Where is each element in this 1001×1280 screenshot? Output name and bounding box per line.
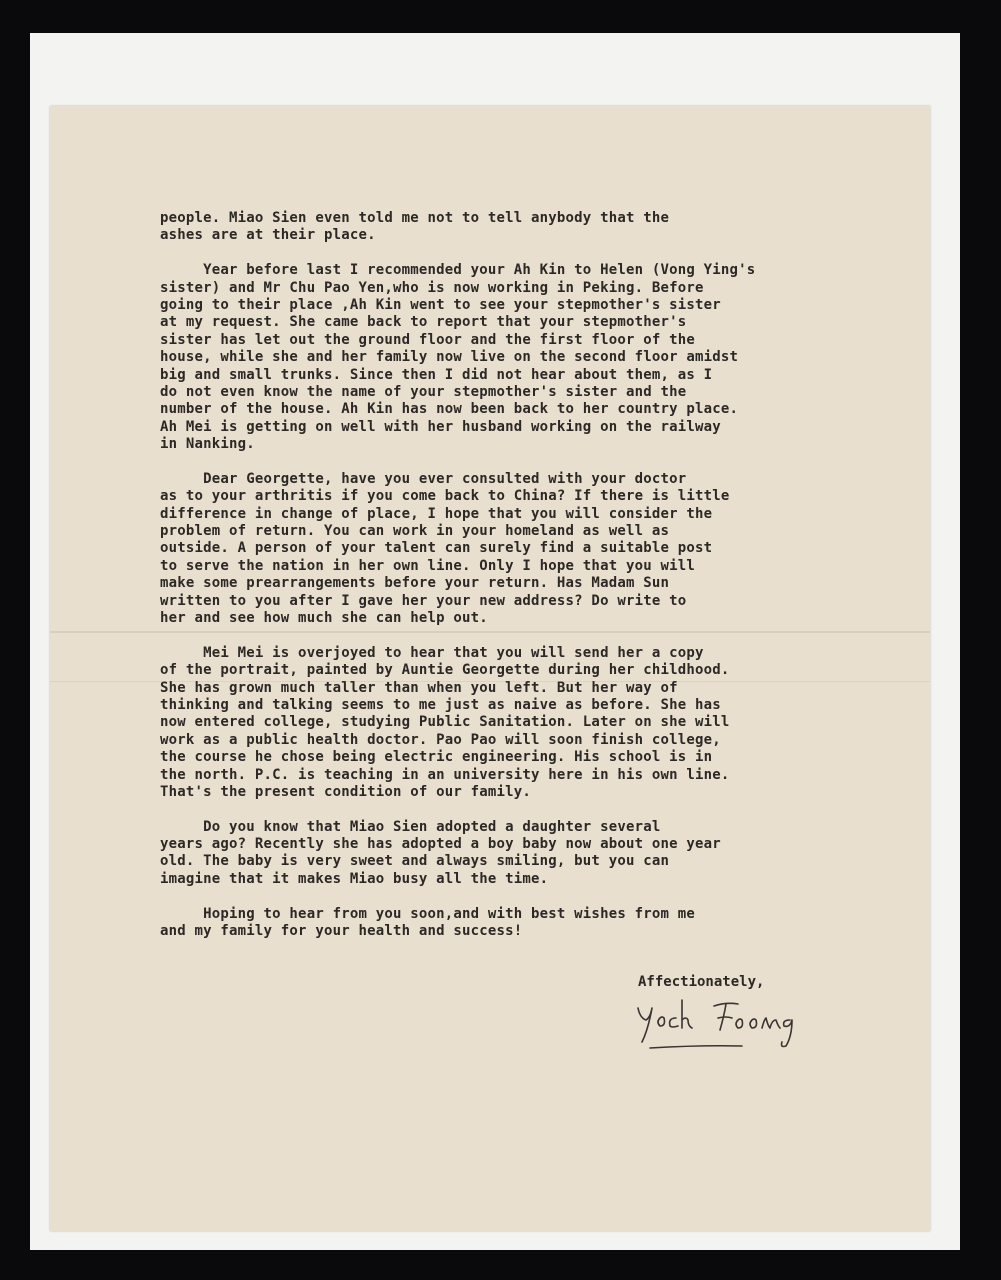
letter-line: problem of return. You can work in your homeland as well as (160, 523, 670, 540)
paragraph-gap (160, 627, 920, 644)
paragraph-gap (160, 245, 920, 262)
letter-line: number of the house. Ah Kin has now been back to her country place. (160, 401, 739, 418)
letter-line: That's the present condition of our family. (160, 783, 532, 800)
letter-line: her and see how much she can help out. (160, 609, 488, 626)
letter-line: Do you know that Miao Sien adopted a daughter several (160, 818, 661, 835)
letter-line: She has grown much taller than when you left. But her way of (160, 679, 678, 696)
letter-line: at my request. She came back to report that your stepmother's (160, 314, 687, 331)
letter-line: to serve the nation in her own line. Only I hope that you will (160, 557, 695, 574)
letter-line: the north. P.C. is teaching in an university here in his own line. (160, 766, 730, 783)
letter-line: difference in change of place, I hope that you will consider the (160, 505, 713, 522)
letter-line: going to their place ,Ah Kin went to see your stepmother's sister (160, 296, 721, 313)
closing: Affectionately, (638, 974, 765, 990)
letter-line: Mei Mei is overjoyed to hear that you will send her a copy (160, 644, 704, 661)
letter-line: house, while she and her family now live on the second floor amidst (160, 349, 739, 366)
letter-line: sister has let out the ground floor and the first floor of the (160, 331, 695, 348)
letter-line: sister) and Mr Chu Pao Yen,who is now working in Peking. Before (160, 279, 704, 296)
letter-line: work as a public health doctor. Pao Pao will soon finish college, (160, 731, 721, 748)
letter-line: Ah Mei is getting on well with her husband working on the railway (160, 418, 721, 435)
letter-line: written to you after I gave her your new address? Do write to (160, 592, 687, 609)
paragraph-gap (160, 801, 920, 818)
letter-line: the course he chose being electric engineering. His school is in (160, 749, 713, 766)
letter-line: years ago? Recently she has adopted a boy baby now about one year (160, 836, 721, 853)
letter-line: outside. A person of your talent can surely find a suitable post (160, 540, 713, 557)
paragraph-gap (160, 888, 920, 905)
letter-line: old. The baby is very sweet and always smiling, but you can (160, 853, 670, 870)
letter-line: make some prearrangements before your return. Has Madam Sun (160, 575, 670, 592)
letter-line: thinking and talking seems to me just as naive as before. She has (160, 696, 721, 713)
letter-line: as to your arthritis if you come back to China? If there is little (160, 488, 730, 505)
letter-body (160, 210, 920, 940)
letter-line: do not even know the name of your stepmother's sister and the (160, 383, 687, 400)
letter-line: imagine that it makes Miao busy all the time. (160, 870, 549, 887)
letter-line: Hoping to hear from you soon,and with best wishes from me (160, 905, 695, 922)
letter-line: and my family for your health and success! (160, 923, 523, 940)
letter-line: in Nanking. (160, 436, 255, 453)
letter-page (50, 106, 930, 1231)
letter-line: Dear Georgette, have you ever consulted with your doctor (160, 470, 687, 487)
letter-line: people. Miao Sien even told me not to tell anybody that the (160, 210, 670, 226)
handwritten-signature (630, 996, 810, 1056)
paragraph-gap (160, 453, 920, 470)
letter-line: ashes are at their place. (160, 227, 376, 244)
letter-line: now entered college, studying Public Sanitation. Later on she will (160, 714, 730, 731)
letter-line: big and small trunks. Since then I did not hear about them, as I (160, 366, 713, 383)
letter-line: of the portrait, painted by Auntie Georgette during her childhood. (160, 662, 730, 679)
letter-line: Year before last I recommended your Ah Kin to Helen (Vong Ying's (160, 262, 756, 279)
